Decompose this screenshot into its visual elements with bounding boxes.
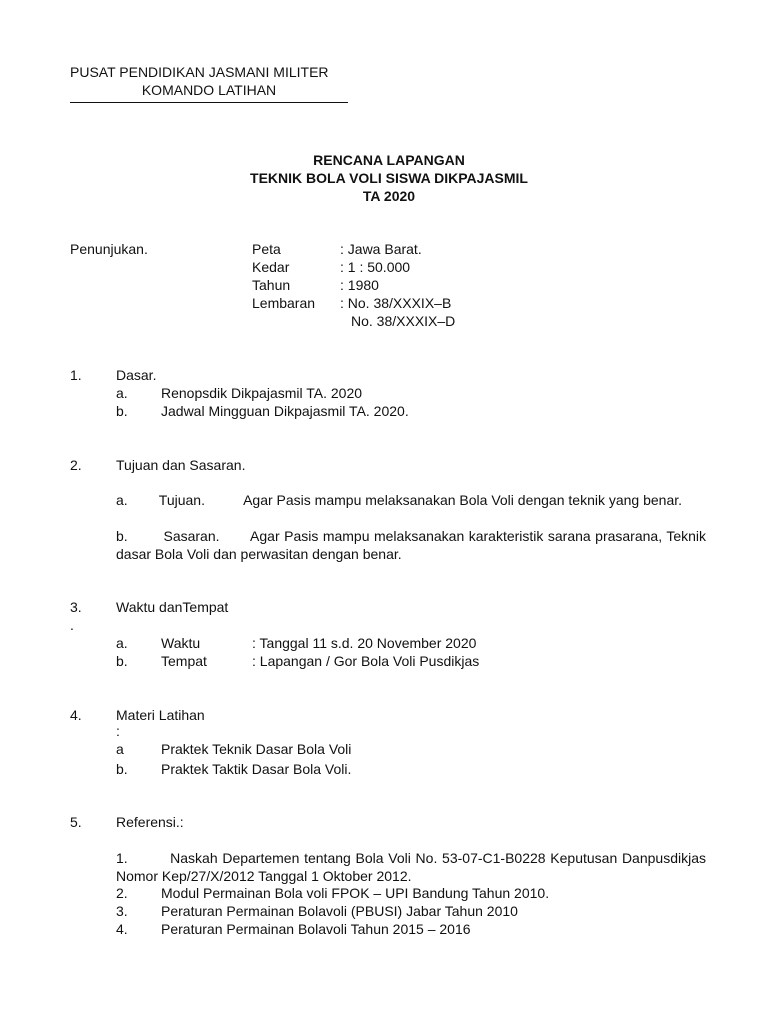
section-number: 5. xyxy=(70,814,82,830)
stray-mark: . xyxy=(70,617,74,633)
item-text: Jadwal Mingguan Dikpajasmil TA. 2020. xyxy=(161,403,409,419)
item-letter: b. xyxy=(116,761,128,777)
penunjukan-value-extra: No. 38/XXXIX–D xyxy=(351,313,456,329)
doc-title-line3: TA 2020 xyxy=(362,188,416,204)
penunjukan-label: Penunjukan. xyxy=(70,241,148,257)
item-text: Praktek Teknik Dasar Bola Voli xyxy=(161,741,352,757)
org-subunit: KOMANDO LATIHAN xyxy=(141,82,277,98)
item-key: Waktu xyxy=(161,635,201,651)
item-letter: a. xyxy=(116,385,128,401)
reference-number: 3. xyxy=(116,903,128,919)
item-letter: a xyxy=(116,741,124,757)
reference-text: Peraturan Permainan Bolavoli (PBUSI) Jabar Tahun 2010 xyxy=(161,903,518,919)
penunjukan-key: Lembaran xyxy=(252,295,316,311)
penunjukan-key: Peta xyxy=(252,241,281,257)
reference-number: 4. xyxy=(116,921,128,937)
doc-title-line1: RENCANA LAPANGAN xyxy=(313,152,465,168)
org-name: PUSAT PENDIDIKAN JASMANI MILITER xyxy=(70,64,329,80)
penunjukan-value: : 1 : 50.000 xyxy=(340,259,411,275)
section-number: 2. xyxy=(70,457,82,473)
reference-number: 2. xyxy=(116,885,128,901)
item-letter: b. xyxy=(116,403,128,419)
item-text: Renopsdik Dikpajasmil TA. 2020 xyxy=(161,385,363,401)
header-underline xyxy=(70,102,348,103)
section-number: 4. xyxy=(70,707,82,723)
section-title: Referensi.: xyxy=(116,814,184,830)
item-text: Praktek Taktik Dasar Bola Voli. xyxy=(161,761,352,777)
item-letter: a. xyxy=(116,635,128,651)
item-value: : Tanggal 11 s.d. 20 November 2020 xyxy=(252,635,477,651)
stray-mark: : xyxy=(116,723,120,739)
paragraph-sasaran: b. Sasaran. Agar Pasis mampu melaksanakan karakteristik sarana prasarana, Teknik dasar Bola Voli dan perwasitan dengan benar. xyxy=(116,528,706,562)
penunjukan-value: : 1980 xyxy=(340,277,379,293)
doc-title-line2: TEKNIK BOLA VOLI SISWA DIKPAJASMIL xyxy=(250,170,528,186)
reference-text: Peraturan Permainan Bolavoli Tahun 2015 – 2016 xyxy=(161,921,471,937)
section-title: Waktu danTempat xyxy=(116,599,229,615)
section-number: 3. xyxy=(70,599,82,615)
item-key: Tempat xyxy=(161,653,207,669)
paragraph-tujuan: a. Tujuan. Agar Pasis mampu melaksanakan Bola Voli dengan teknik yang benar. xyxy=(116,492,683,508)
section-title: Tujuan dan Sasaran. xyxy=(116,457,246,473)
section-title: Dasar. xyxy=(116,367,157,383)
section-number: 1. xyxy=(70,367,82,383)
penunjukan-value: : No. 38/XXXIX–B xyxy=(340,295,452,311)
item-letter: b. xyxy=(116,653,128,669)
penunjukan-key: Kedar xyxy=(252,259,290,275)
section-title: Materi Latihan xyxy=(116,707,205,723)
penunjukan-key: Tahun xyxy=(252,277,291,293)
reference-item: 1. Naskah Departemen tentang Bola Voli No. 53-07-C1-B0228 Keputusan Danpusdikjas Nomor Kep/27/X/2012 Tanggal 1 Oktober 2012. xyxy=(116,850,706,884)
penunjukan-value: : Jawa Barat. xyxy=(340,241,422,257)
reference-text: Modul Permainan Bola voli FPOK – UPI Bandung Tahun 2010. xyxy=(161,885,550,901)
item-value: : Lapangan / Gor Bola Voli Pusdikjas xyxy=(252,653,480,669)
